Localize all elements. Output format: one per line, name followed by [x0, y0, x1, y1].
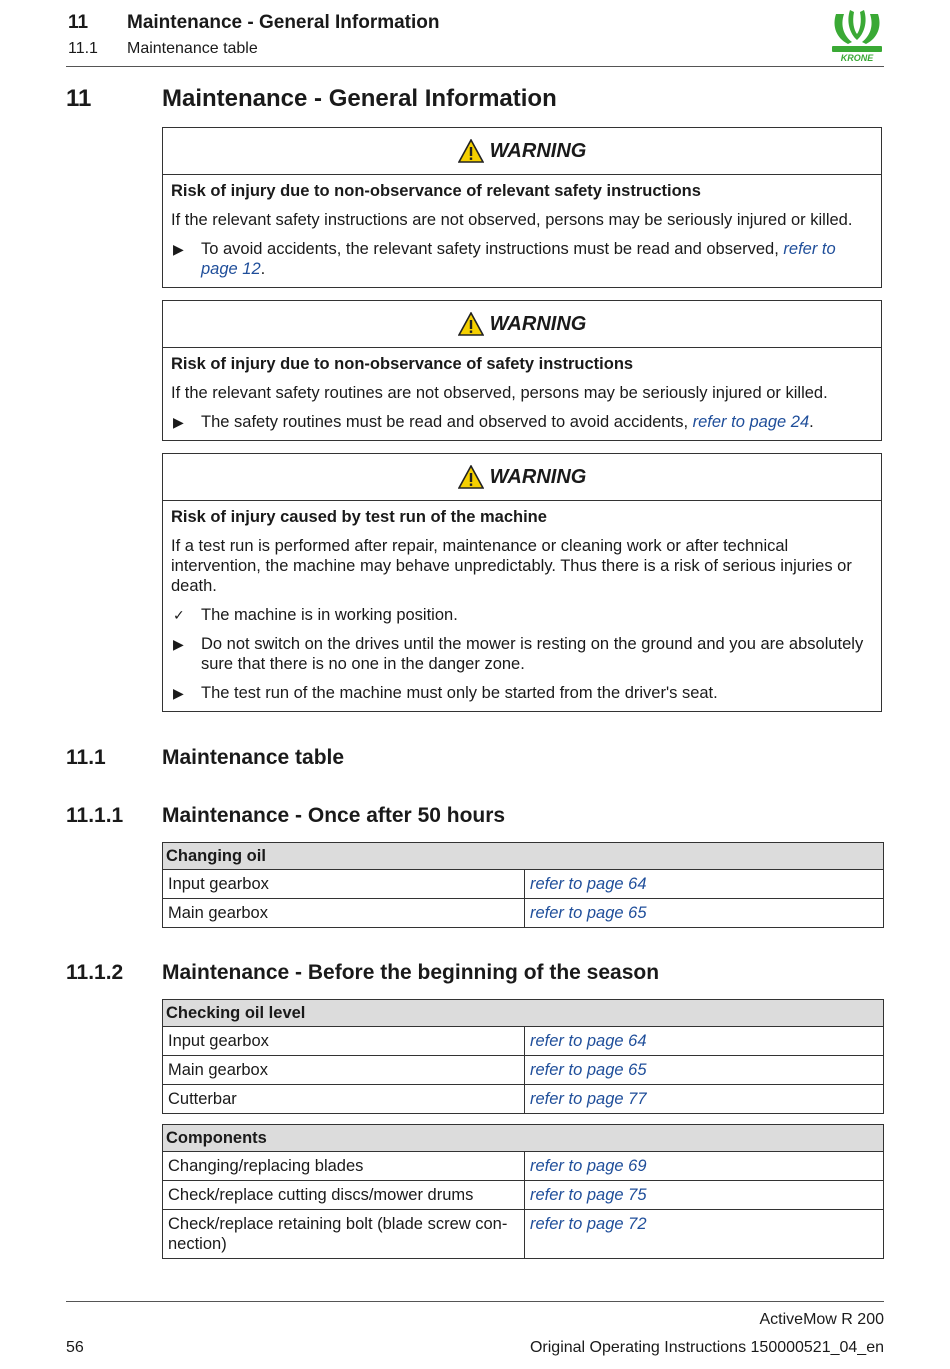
krone-logo	[828, 6, 886, 64]
table-cell-reference-link[interactable]: refer to page 72	[525, 1210, 884, 1259]
warning-title: Risk of injury due to non-observance of relevant safety instructions	[171, 182, 701, 200]
table-cell-item: Check/replace retaining bolt (blade screw con-nection)	[163, 1210, 525, 1259]
warning-text: If a test run is performed after repair, maintenance or cleaning work or after technical intervention, the machine may behave unpredictably. Thus there is a risk of serious injuries or death.	[171, 537, 852, 595]
table-cell-item: Main gearbox	[163, 1056, 525, 1085]
instruction-text: Do not switch on the drives until the mower is resting on the ground and you are absolutely sure that there is no one in the danger zone.	[201, 635, 864, 673]
warning-label: WARNING	[489, 139, 587, 162]
maintenance-table-components	[162, 1124, 884, 1259]
header-chapter-title: Maintenance - General Information	[127, 12, 440, 33]
krone-logo-text: KRONE	[840, 53, 874, 63]
warning-instruction	[171, 412, 873, 432]
table-header: Components	[163, 1125, 884, 1152]
page-reference-link[interactable]: refer to page 24	[692, 413, 810, 431]
warning-box-1	[162, 127, 882, 288]
table-row	[163, 1210, 884, 1259]
header-chapter-number: 11	[68, 12, 89, 33]
table-cell-reference-link[interactable]: refer to page 77	[525, 1085, 884, 1114]
footer-model: ActiveMow R 200	[759, 1311, 884, 1328]
warning-header	[163, 301, 881, 348]
warning-triangle-icon	[458, 312, 484, 336]
warning-box-2	[162, 300, 882, 441]
table-cell-reference-link[interactable]: refer to page 65	[525, 899, 884, 928]
header-section-number: 11.1	[68, 40, 98, 57]
warning-header	[163, 454, 881, 501]
maintenance-table-checking-oil-level	[162, 999, 884, 1114]
arrow-bullet-icon: ▶	[173, 685, 184, 701]
table-row	[163, 1085, 884, 1114]
subsection-number: 11.1.1	[66, 804, 124, 827]
table-cell-reference-link[interactable]: refer to page 64	[525, 870, 884, 899]
warning-text: If the relevant safety routines are not observed, persons may be seriously injured or killed.	[171, 384, 828, 402]
warning-header	[163, 128, 881, 175]
section-number: 11.1	[66, 746, 106, 769]
warning-prerequisite	[171, 605, 873, 625]
subsection-number: 11.1.2	[66, 961, 124, 984]
table-cell-item: Changing/replacing blades	[163, 1152, 525, 1181]
instruction-text: To avoid accidents, the relevant safety instructions must be read and observed,	[201, 240, 784, 258]
arrow-bullet-icon: ▶	[173, 636, 184, 652]
table-cell-item: Main gearbox	[163, 899, 525, 928]
chapter-heading-title: Maintenance - General Information	[162, 85, 557, 112]
table-cell-item: Input gearbox	[163, 1027, 525, 1056]
footer-document: Original Operating Instructions 150000521_04_en	[529, 1339, 884, 1356]
footer-divider	[66, 1301, 884, 1302]
table-cell-item: Cutterbar	[163, 1085, 525, 1114]
arrow-bullet-icon: ▶	[173, 414, 184, 430]
warning-text: If the relevant safety instructions are not observed, persons may be seriously injured or killed.	[171, 211, 853, 229]
instruction-text: The safety routines must be read and observed to avoid accidents,	[201, 413, 693, 431]
table-row	[163, 870, 884, 899]
table-row	[163, 899, 884, 928]
instruction-end: .	[260, 260, 266, 278]
table-header: Changing oil	[163, 843, 884, 870]
table-cell-reference-link[interactable]: refer to page 75	[525, 1181, 884, 1210]
footer-page-number: 56	[66, 1339, 84, 1356]
warning-triangle-icon	[458, 139, 484, 163]
page-reference-link[interactable]: refer to page 12	[201, 240, 836, 278]
table-cell-item: Input gearbox	[163, 870, 525, 899]
chapter-heading-number: 11	[66, 85, 92, 112]
table-cell-reference-link[interactable]: refer to page 64	[525, 1027, 884, 1056]
warning-box-3	[162, 453, 882, 712]
instruction-end: .	[809, 413, 814, 431]
warning-label: WARNING	[489, 312, 587, 335]
warning-label: WARNING	[489, 465, 587, 488]
warning-title: Risk of injury caused by test run of the machine	[171, 508, 547, 526]
table-header: Checking oil level	[163, 1000, 884, 1027]
subsection-title: Maintenance - Before the beginning of the season	[162, 961, 660, 984]
maintenance-table-changing-oil	[162, 842, 884, 928]
table-row	[163, 1056, 884, 1085]
section-title: Maintenance table	[162, 746, 345, 769]
subsection-title: Maintenance - Once after 50 hours	[162, 804, 506, 827]
check-mark-icon: ✓	[173, 607, 185, 623]
warning-title: Risk of injury due to non-observance of safety instructions	[171, 355, 634, 373]
instruction-text: The machine is in working position.	[201, 606, 458, 624]
table-cell-item: Check/replace cutting discs/mower drums	[163, 1181, 525, 1210]
instruction-text: The test run of the machine must only be started from the driver's seat.	[201, 684, 718, 702]
table-row	[163, 1152, 884, 1181]
table-row	[163, 1181, 884, 1210]
table-row	[163, 1027, 884, 1056]
arrow-bullet-icon: ▶	[173, 241, 184, 257]
warning-instruction	[171, 683, 873, 703]
header-section-title: Maintenance table	[127, 40, 258, 57]
table-cell-reference-link[interactable]: refer to page 65	[525, 1056, 884, 1085]
table-cell-reference-link[interactable]: refer to page 69	[525, 1152, 884, 1181]
warning-instruction	[171, 239, 873, 279]
warning-triangle-icon	[458, 465, 484, 489]
header-divider	[66, 66, 884, 67]
warning-instruction	[171, 634, 873, 674]
